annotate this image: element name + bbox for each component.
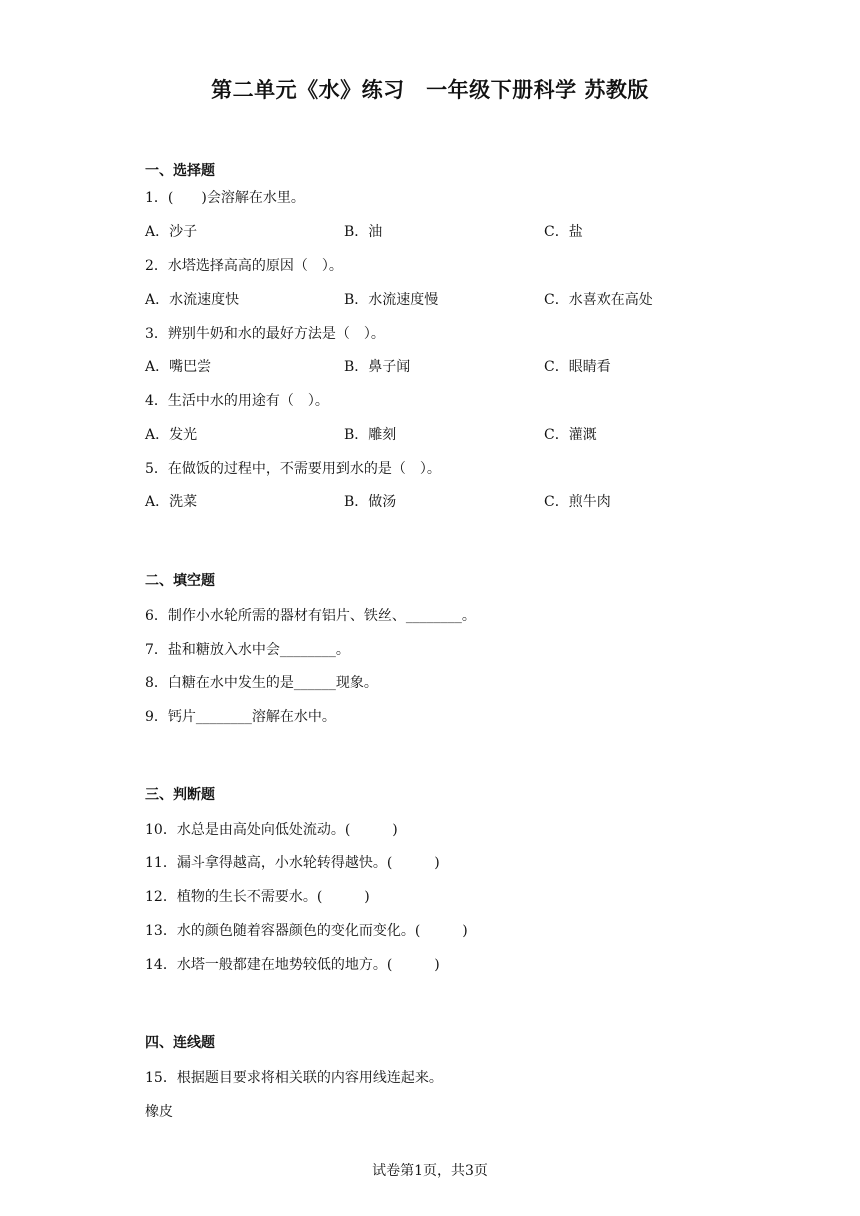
question-7: 7．盐和糖放入水中会________。 (145, 642, 350, 658)
question-9: 9．钙片________溶解在水中。 (145, 709, 336, 725)
section-title-judge: 三、判断题 (145, 787, 215, 803)
question-13: 13．水的颜色随着容器颜色的变化而变化。( ) (145, 923, 468, 939)
option-2a: A．水流速度快 (145, 292, 240, 308)
question-11: 11．漏斗拿得越高，小水轮转得越快。( ) (145, 855, 440, 871)
question-5: 5．在做饭的过程中，不需要用到水的是（ ）。 (145, 461, 441, 477)
option-2b: B．水流速度慢 (344, 292, 439, 308)
option-1a: A．沙子 (145, 224, 198, 240)
question-4: 4．生活中水的用途有（ ）。 (145, 393, 329, 409)
match-item-eraser: 橡皮 (145, 1104, 173, 1120)
option-4c: C．灌溉 (544, 427, 597, 443)
question-10: 10．水总是由高处向低处流动。( ) (145, 822, 398, 838)
option-5c: C．煎牛肉 (544, 494, 611, 510)
option-5b: B．做汤 (344, 494, 397, 510)
question-2: 2．水塔选择高高的原因（ ）。 (145, 258, 343, 274)
question-12: 12．植物的生长不需要水。( ) (145, 889, 370, 905)
question-3: 3．辨别牛奶和水的最好方法是（ ）。 (145, 326, 385, 342)
option-3a: A．嘴巴尝 (145, 359, 212, 375)
question-15: 15．根据题目要求将相关联的内容用线连起来。 (145, 1070, 443, 1086)
option-3b: B．鼻子闻 (344, 359, 411, 375)
option-4a: A．发光 (145, 427, 198, 443)
section-title-choice: 一、选择题 (145, 163, 215, 179)
question-1: 1．( )会溶解在水里。 (145, 190, 305, 206)
question-6: 6．制作小水轮所需的器材有铝片、铁丝、________。 (145, 608, 476, 624)
question-14: 14．水塔一般都建在地势较低的地方。( ) (145, 957, 440, 973)
question-8: 8．白糖在水中发生的是______现象。 (145, 675, 378, 691)
page-footer: 试卷第1页，共3页 (372, 1163, 488, 1179)
option-2c: C．水喜欢在高处 (544, 292, 653, 308)
section-title-fill: 二、填空题 (145, 573, 215, 589)
option-4b: B．雕刻 (344, 427, 397, 443)
page-title: 第二单元《水》练习 一年级下册科学 苏教版 (211, 78, 649, 102)
option-3c: C．眼睛看 (544, 359, 611, 375)
option-1c: C．盐 (544, 224, 583, 240)
option-5a: A．洗菜 (145, 494, 198, 510)
section-title-match: 四、连线题 (145, 1035, 215, 1051)
option-1b: B．油 (344, 224, 383, 240)
